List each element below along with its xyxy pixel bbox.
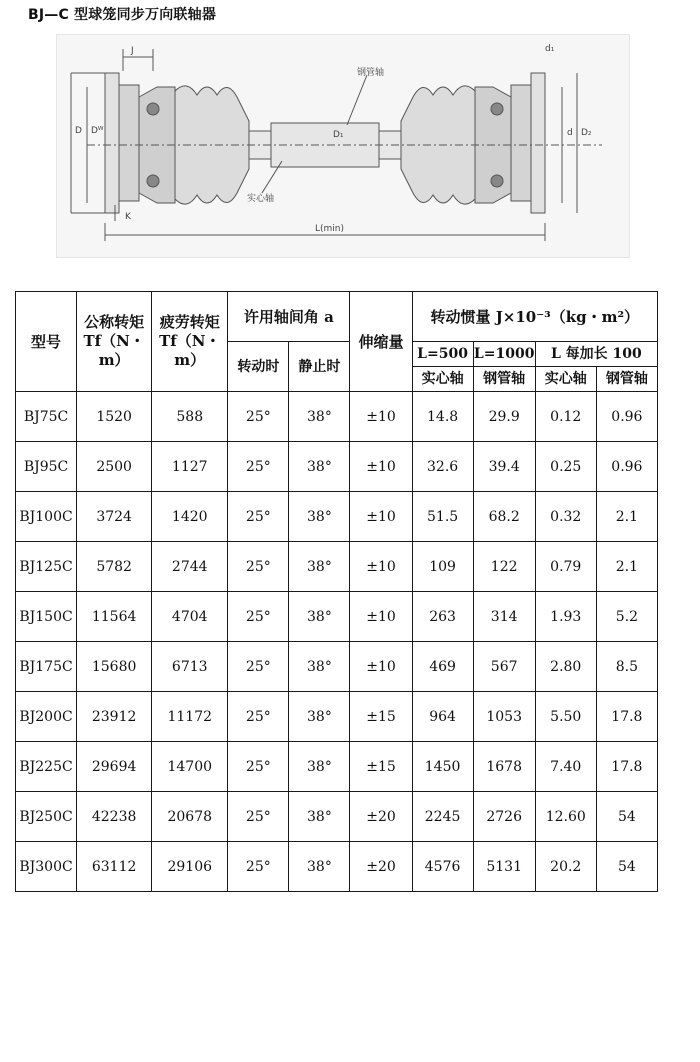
- cell-static-angle: 38°: [289, 742, 350, 792]
- cell-nominal-torque: 29694: [77, 742, 152, 792]
- table-row: [16, 492, 658, 542]
- header-telescopic: 伸缩量: [350, 292, 412, 392]
- cell-nominal-torque: 23912: [77, 692, 152, 742]
- cell-telescopic: ±15: [350, 692, 412, 742]
- cell-add-tube: 8.5: [596, 642, 657, 692]
- label-d: d: [567, 128, 573, 138]
- cell-fatigue-torque: 14700: [152, 742, 228, 792]
- cell-add-solid: 5.50: [535, 692, 596, 742]
- cell-telescopic: ±10: [350, 592, 412, 642]
- cell-rotating-angle: 25°: [228, 542, 289, 592]
- cell-model: BJ100C: [16, 492, 77, 542]
- header-nominal-torque: 公称转矩 Tf（N・m）: [77, 292, 152, 392]
- spec-table: [15, 291, 658, 892]
- cell-inertia-l500: 109: [412, 542, 473, 592]
- cell-nominal-torque: 63112: [77, 842, 152, 892]
- cell-telescopic: ±10: [350, 392, 412, 442]
- cell-nominal-torque: 3724: [77, 492, 152, 542]
- cell-nominal-torque: 15680: [77, 642, 152, 692]
- cell-add-tube: 54: [596, 842, 657, 892]
- table-row: [16, 842, 658, 892]
- header-fatigue-torque: 疲劳转矩 Tf（N・m）: [152, 292, 228, 392]
- cell-model: BJ150C: [16, 592, 77, 642]
- cell-fatigue-torque: 4704: [152, 592, 228, 642]
- cell-inertia-l1000: 29.9: [473, 392, 535, 442]
- header-solid-shaft: 实心轴: [412, 367, 473, 392]
- table-row: [16, 742, 658, 792]
- header-inertia: 转动惯量 J×10⁻³（kg・m²）: [412, 292, 657, 342]
- cell-inertia-l1000: 1678: [473, 742, 535, 792]
- header-l1000: L=1000: [473, 342, 535, 367]
- cell-inertia-l1000: 68.2: [473, 492, 535, 542]
- label-L-min: L(min): [315, 224, 345, 234]
- cell-add-tube: 17.8: [596, 742, 657, 792]
- cell-add-tube: 54: [596, 792, 657, 842]
- cell-inertia-l500: 32.6: [412, 442, 473, 492]
- cell-fatigue-torque: 11172: [152, 692, 228, 742]
- cell-telescopic: ±15: [350, 742, 412, 792]
- cell-add-solid: 20.2: [535, 842, 596, 892]
- label-J: J: [131, 46, 134, 56]
- cell-inertia-l500: 469: [412, 642, 473, 692]
- header-model: 型号: [16, 292, 77, 392]
- cell-inertia-l500: 4576: [412, 842, 473, 892]
- label-K: K: [125, 212, 131, 222]
- cell-telescopic: ±10: [350, 542, 412, 592]
- cell-add-tube: 0.96: [596, 442, 657, 492]
- cell-fatigue-torque: 20678: [152, 792, 228, 842]
- cell-add-solid: 0.79: [535, 542, 596, 592]
- cell-add-tube: 5.2: [596, 592, 657, 642]
- cell-rotating-angle: 25°: [228, 792, 289, 842]
- header-steel-tube-shaft: 钢管轴: [473, 367, 535, 392]
- cell-inertia-l1000: 122: [473, 542, 535, 592]
- cell-nominal-torque: 2500: [77, 442, 152, 492]
- cell-add-solid: 0.32: [535, 492, 596, 542]
- cell-inertia-l1000: 2726: [473, 792, 535, 842]
- page-title: BJ—C 型球笼同步万向联轴器: [28, 7, 217, 23]
- cell-inertia-l500: 51.5: [412, 492, 473, 542]
- label-D2: D₂: [581, 128, 592, 138]
- cell-model: BJ125C: [16, 542, 77, 592]
- cell-model: BJ95C: [16, 442, 77, 492]
- cell-rotating-angle: 25°: [228, 742, 289, 792]
- cell-fatigue-torque: 1127: [152, 442, 228, 492]
- header-l-per100: L 每加长 100: [535, 342, 657, 367]
- header-solid-shaft-2: 实心轴: [535, 367, 596, 392]
- header-static: 静止时: [289, 342, 350, 392]
- left-flange: [105, 73, 119, 213]
- cell-nominal-torque: 42238: [77, 792, 152, 842]
- label-Dw: Dᵂ: [91, 126, 104, 136]
- header-steel-tube-shaft-2: 钢管轴: [596, 367, 657, 392]
- cell-rotating-angle: 25°: [228, 692, 289, 742]
- cell-inertia-l1000: 314: [473, 592, 535, 642]
- cell-model: BJ200C: [16, 692, 77, 742]
- cell-static-angle: 38°: [289, 492, 350, 542]
- cell-rotating-angle: 25°: [228, 492, 289, 542]
- cell-static-angle: 38°: [289, 442, 350, 492]
- cell-inertia-l1000: 39.4: [473, 442, 535, 492]
- cell-static-angle: 38°: [289, 792, 350, 842]
- cell-inertia-l500: 14.8: [412, 392, 473, 442]
- cell-nominal-torque: 5782: [77, 542, 152, 592]
- cell-inertia-l1000: 567: [473, 642, 535, 692]
- cell-telescopic: ±20: [350, 842, 412, 892]
- table-row: [16, 642, 658, 692]
- cell-model: BJ300C: [16, 842, 77, 892]
- coupling-drawing: [56, 34, 630, 258]
- cell-inertia-l1000: 1053: [473, 692, 535, 742]
- cell-add-solid: 1.93: [535, 592, 596, 642]
- cell-add-solid: 12.60: [535, 792, 596, 842]
- cell-static-angle: 38°: [289, 542, 350, 592]
- cell-rotating-angle: 25°: [228, 842, 289, 892]
- cell-fatigue-torque: 588: [152, 392, 228, 442]
- label-d1: d₁: [545, 44, 555, 54]
- cell-inertia-l500: 1450: [412, 742, 473, 792]
- cell-rotating-angle: 25°: [228, 642, 289, 692]
- cell-nominal-torque: 1520: [77, 392, 152, 442]
- label-D1: D₁: [333, 130, 344, 140]
- label-solid-shaft: 实心轴: [247, 194, 275, 204]
- cell-add-solid: 0.25: [535, 442, 596, 492]
- cell-static-angle: 38°: [289, 692, 350, 742]
- cell-add-solid: 7.40: [535, 742, 596, 792]
- cell-static-angle: 38°: [289, 392, 350, 442]
- table-row: [16, 442, 658, 492]
- cell-fatigue-torque: 1420: [152, 492, 228, 542]
- cell-nominal-torque: 11564: [77, 592, 152, 642]
- table-row: [16, 592, 658, 642]
- cell-add-tube: 2.1: [596, 542, 657, 592]
- cell-model: BJ175C: [16, 642, 77, 692]
- header-rotating: 转动时: [228, 342, 289, 392]
- cell-static-angle: 38°: [289, 592, 350, 642]
- cell-rotating-angle: 25°: [228, 592, 289, 642]
- cell-inertia-l500: 2245: [412, 792, 473, 842]
- cell-fatigue-torque: 2744: [152, 542, 228, 592]
- cell-inertia-l500: 964: [412, 692, 473, 742]
- cell-model: BJ75C: [16, 392, 77, 442]
- table-row: [16, 392, 658, 442]
- cell-model: BJ250C: [16, 792, 77, 842]
- right-flange: [531, 73, 545, 213]
- cell-add-solid: 2.80: [535, 642, 596, 692]
- header-l500: L=500: [412, 342, 473, 367]
- label-steel-tube-shaft: 钢管轴: [357, 68, 385, 78]
- cell-fatigue-torque: 6713: [152, 642, 228, 692]
- cell-telescopic: ±20: [350, 792, 412, 842]
- cell-model: BJ225C: [16, 742, 77, 792]
- cell-rotating-angle: 25°: [228, 442, 289, 492]
- table-row: [16, 692, 658, 742]
- table-row: [16, 542, 658, 592]
- label-D: D: [75, 126, 82, 136]
- header-allowable-angle: 许用轴间角 a: [228, 292, 350, 342]
- coupling-diagram: [57, 35, 629, 257]
- cell-rotating-angle: 25°: [228, 392, 289, 442]
- cell-inertia-l1000: 5131: [473, 842, 535, 892]
- cell-static-angle: 38°: [289, 642, 350, 692]
- cell-telescopic: ±10: [350, 642, 412, 692]
- cell-add-tube: 0.96: [596, 392, 657, 442]
- cell-add-solid: 0.12: [535, 392, 596, 442]
- cell-inertia-l500: 263: [412, 592, 473, 642]
- cell-add-tube: 2.1: [596, 492, 657, 542]
- table-row: [16, 792, 658, 842]
- cell-telescopic: ±10: [350, 442, 412, 492]
- cell-static-angle: 38°: [289, 842, 350, 892]
- cell-fatigue-torque: 29106: [152, 842, 228, 892]
- cell-telescopic: ±10: [350, 492, 412, 542]
- cell-add-tube: 17.8: [596, 692, 657, 742]
